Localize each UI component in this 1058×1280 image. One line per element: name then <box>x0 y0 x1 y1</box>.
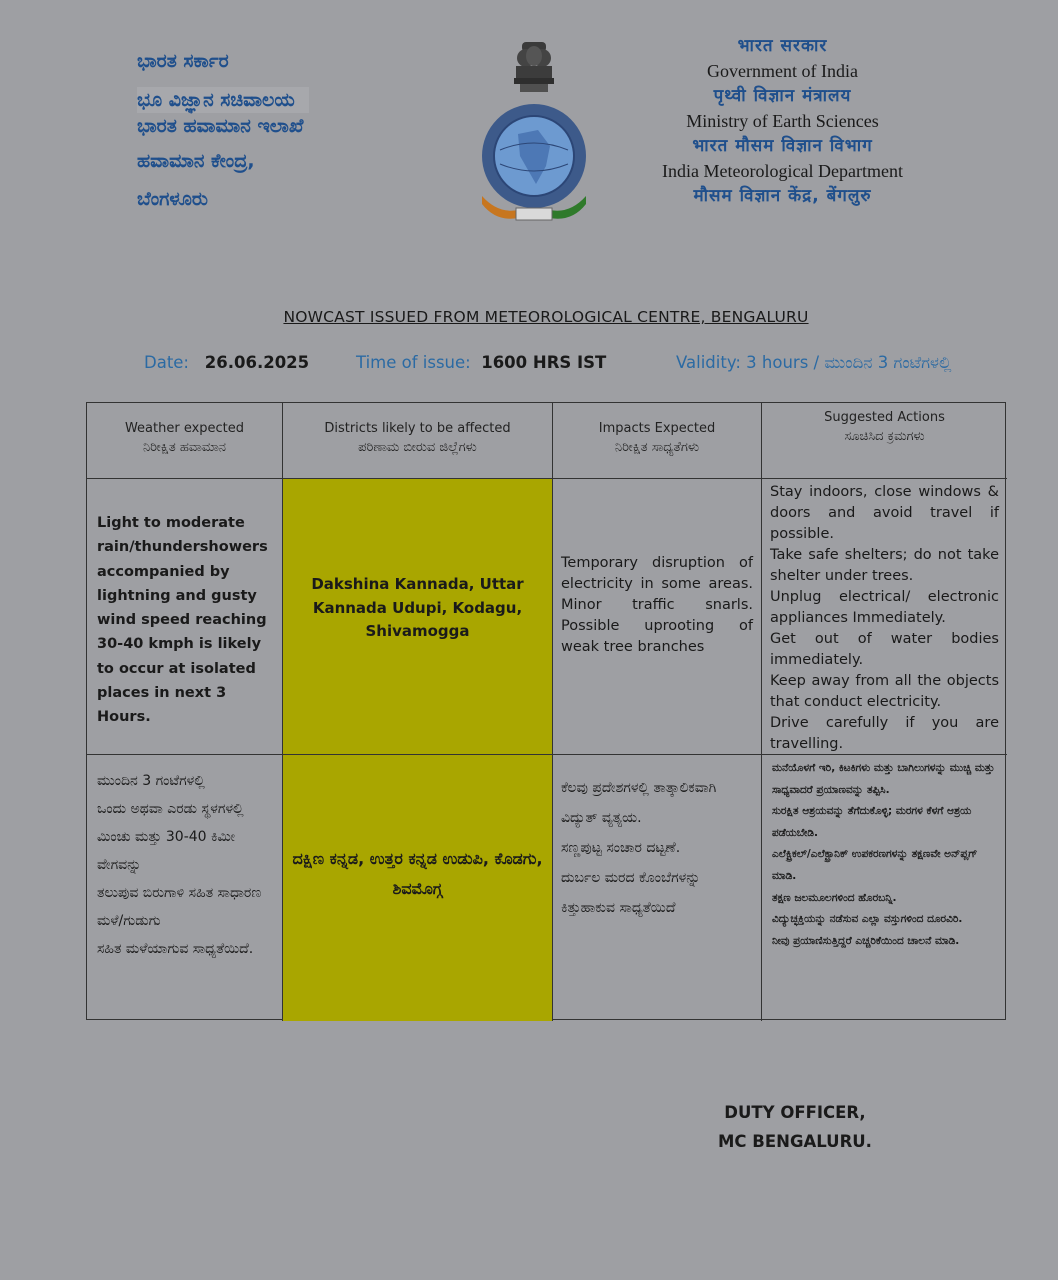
header-left-line: ಹವಾಮಾನ ಕೇಂದ್ರ, <box>137 149 255 172</box>
action-item: Take safe shelters; do not take shelter under trees. <box>770 547 999 584</box>
action-item: Get out of water bodies immediately. <box>770 631 999 668</box>
action-kn-item: ಮನೆಯೊಳಗೆ ಇರಿ, ಕಿಟಕಿಗಳು ಮತ್ತು ಬಾಗಿಲುಗಳನ್ನು ಮುಚ್ಚಿ ಮತ್ತು ಸಾಧ್ಯವಾದರೆ ಪ್ರಯಾಣವನ್ನು ತಪ್ಪಿಸಿ. <box>772 762 995 796</box>
signature-title: DUTY OFFICER, <box>724 1103 866 1122</box>
weather-kn-line: ಸಹಿತ ಮಳೆಯಾಗುವ ಸಾಧ್ಯತೆಯಿದೆ. <box>97 941 254 957</box>
header-impacts-kn: ನಿರೀಕ್ಷಿತ ಸಾಧ್ಯತೆಗಳು <box>614 440 700 455</box>
impact-kn-line: ಸಣ್ಣಪುಟ್ಟ ಸಂಚಾರ ದಟ್ಟಣೆ. <box>561 840 681 856</box>
header-hindi-centre: मौसम विज्ञान केंद्र, बेंगलुरु <box>693 186 872 206</box>
document-title: NOWCAST ISSUED FROM METEOROLOGICAL CENTRE, BENGALURU <box>283 308 809 326</box>
validity-text: Validity: 3 hours / ಮುಂದಿನ 3 ಗಂಟೆಗಳಲ್ಲಿ <box>676 353 952 372</box>
time-line <box>356 353 606 372</box>
header-districts-kn: ಪರಿಣಾಮ ಬೀರುವ ಜಿಲ್ಲೆಗಳು <box>358 440 477 455</box>
impact-kn-line: ದುರ್ಬಲ ಮರದ ಕೊಂಬೆಗಳನ್ನು ಕಿತ್ತುಹಾಕುವ ಸಾಧ್ಯತೆಯಿದೆ <box>561 870 701 916</box>
action-item: Stay indoors, close windows & doors and avoid travel if possible. <box>770 484 999 542</box>
weather-kn-line: ತಲುಪುವ ಬಿರುಗಾಳಿ ಸಹಿತ ಸಾಧಾರಣ ಮಳೆ/ಗುಡುಗು <box>97 885 262 929</box>
header-left-line: ಭಾರತ ಹವಾಮಾನ ಇಲಾಖೆ <box>137 115 304 138</box>
action-item: Unplug electrical/ electronic appliances Immediately. <box>770 589 999 626</box>
header-weather-en: Weather expected <box>124 421 245 436</box>
date-line <box>144 353 309 372</box>
header-districts-en: Districts likely to be affected <box>324 421 511 436</box>
signature-block <box>700 1098 890 1156</box>
header-hindi-ministry: पृथ्वी विज्ञान मंत्रालय <box>713 86 852 106</box>
action-kn-item: ನೀವು ಪ್ರಯಾಣಿಸುತ್ತಿದ್ದರೆ ಎಚ್ಚರಿಕೆಯಿಂದ ಚಾಲನೆ ಮಾಡಿ. <box>772 934 960 947</box>
impacts-kn <box>553 755 762 1021</box>
header-actions-en: Suggested Actions <box>824 410 945 425</box>
header-hindi-government: भारत सरकार <box>737 36 828 56</box>
header-hindi-department: भारत मौसम विज्ञान विभाग <box>692 136 873 156</box>
date-value: 26.06.2025 <box>204 353 310 372</box>
signature-office: MC BENGALURU. <box>718 1132 872 1151</box>
header-left-line: ಭಾರತ ಸರ್ಕಾರ <box>137 50 229 72</box>
action-kn-item: ತಕ್ಷಣ ಜಲಮೂಲಗಳಿಂದ ಹೊರಬನ್ನಿ. <box>772 891 897 904</box>
header-actions <box>762 403 1007 479</box>
nowcast-table <box>86 402 1006 1020</box>
header-actions-kn: ಸೂಚಿಸಿದ ಕ್ರಮಗಳು <box>844 429 925 444</box>
header-right <box>640 34 925 209</box>
action-item: Drive carefully if you are travelling. <box>770 715 999 752</box>
time-value: 1600 HRS IST <box>481 353 607 372</box>
date-label: Date: <box>144 353 189 372</box>
weather-expected-en: Light to moderate rain/thundershowers accompanied by lightning and gusty wind speed reaching 30-40 kmph is likely to occur at isolated places in next 3 Hours. <box>87 479 283 755</box>
action-item: Keep away from all the objects that conduct electricity. <box>770 673 999 710</box>
time-label: Time of issue: <box>356 353 471 372</box>
header-ministry-of-earth-sciences: Ministry of Earth Sciences <box>686 111 879 131</box>
header-left-line: ಬೆಂಗಳೂರು <box>137 188 208 211</box>
header-government-of-india: Government of India <box>707 61 858 81</box>
actions-kn <box>762 755 1007 1021</box>
action-kn-item: ವಿದ್ಯುಚ್ಛಕ್ತಿಯನ್ನು ನಡೆಸುವ ಎಲ್ಲಾ ವಸ್ತುಗಳಿಂದ ದೂರವಿರಿ. <box>772 913 963 926</box>
districts-kn: ದಕ್ಷಿಣ ಕನ್ನಡ, ಉತ್ತರ ಕನ್ನಡ ಉಡುಪಿ, ಕೊಡಗು, ಶಿವಮೊಗ್ಗ <box>283 755 553 1021</box>
action-kn-item: ಸುರಕ್ಷಿತ ಆಶ್ರಯವನ್ನು ತೆಗೆದುಕೊಳ್ಳಿ; ಮರಗಳ ಕೆಳಗೆ ಆಶ್ರಯ ಪಡೆಯಬೇಡಿ. <box>772 805 972 839</box>
imd-emblem-icon <box>478 38 590 224</box>
header-impacts-en: Impacts Expected <box>598 421 716 436</box>
weather-kn-line: ಮುಂದಿನ 3 ಗಂಟೆಗಳಲ್ಲಿ <box>97 773 205 789</box>
header-weather <box>87 403 283 479</box>
header-left-line: ಭೂ ವಿಜ್ಞಾನ ಸಚಿವಾಲಯ <box>137 87 309 114</box>
actions-en <box>762 479 1007 755</box>
impact-kn-line: ಕೆಲವು ಪ್ರದೇಶಗಳಲ್ಲಿ ತಾತ್ಕಾಲಿಕವಾಗಿ ವಿದ್ಯುತ್ ವ್ಯತ್ಯಯ. <box>561 780 717 826</box>
weather-kn-line: ಒಂದು ಅಥವಾ ಎರಡು ಸ್ಥಳಗಳಲ್ಲಿ ಮಿಂಚು ಮತ್ತು 30-40 ಕಿಮೀ ವೇಗವನ್ನು <box>97 801 244 873</box>
districts-en: Dakshina Kannada, Uttar Kannada Udupi, Kodagu, Shivamogga <box>283 479 553 755</box>
action-kn-item: ಎಲೆಕ್ಟ್ರಿಕಲ್/ಎಲೆಕ್ಟ್ರಾನಿಕ್ ಉಪಕರಣಗಳನ್ನು ತಕ್ಷಣವೇ ಅನ್‌ಪ್ಲಗ್ ಮಾಡಿ. <box>772 848 978 882</box>
header-weather-kn: ನಿರೀಕ್ಷಿತ ಹವಾಮಾನ <box>142 440 227 455</box>
header-imd: India Meteorological Department <box>662 161 903 181</box>
impacts-en: Temporary disruption of electricity in some areas. Minor traffic snarls. Possible uprooting of weak tree branches <box>553 479 762 755</box>
header-left-kannada <box>137 48 309 213</box>
header-impacts <box>553 403 762 479</box>
header-districts <box>283 403 553 479</box>
weather-expected-kn <box>87 755 283 1021</box>
